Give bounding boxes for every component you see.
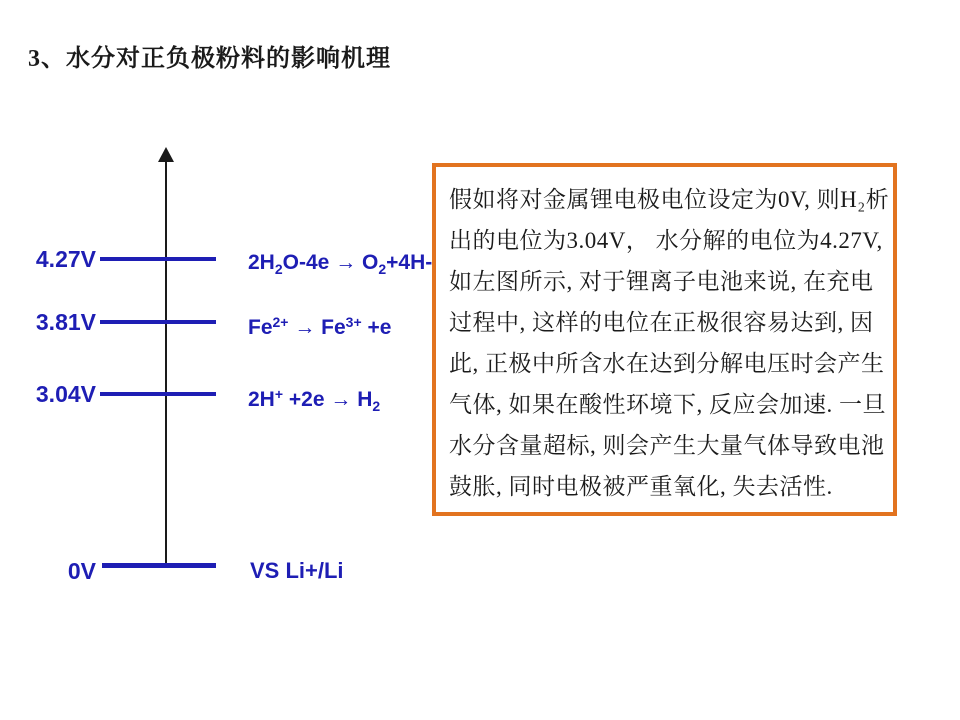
- formula-part: →: [335, 251, 363, 274]
- formula-part: 3+: [345, 314, 362, 330]
- voltage-label: 3.81V: [35, 309, 96, 335]
- level-line: [100, 320, 216, 324]
- axis-line: [165, 160, 167, 565]
- formula-part: +: [274, 386, 284, 402]
- formula-part: 2: [378, 261, 387, 277]
- formula-part: +2e: [283, 388, 331, 411]
- note-line: 如左图所示, 对于锂离子电池来说, 在充电: [449, 269, 874, 294]
- voltage-label: 4.27V: [35, 246, 96, 272]
- formula-part: +e: [361, 316, 392, 339]
- formula-part: 2+: [272, 314, 289, 330]
- formula-part: Fe: [248, 316, 273, 339]
- page-title: 3、水分对正负极粉料的影响机理: [28, 46, 391, 72]
- level-line: [100, 257, 216, 261]
- formula-part: →: [330, 388, 358, 411]
- formula-part: 2H: [248, 251, 275, 274]
- formula-part: 2: [372, 398, 381, 414]
- reaction-formula: [248, 314, 391, 340]
- reference-label: VS Li+/Li: [250, 558, 344, 583]
- note-text: [436, 167, 893, 507]
- note-line: 假如将对金属锂电极电位设定为0V, 则H₂析: [449, 187, 890, 212]
- note-line: 过程中, 这样的电位在正极很容易达到, 因: [449, 310, 874, 335]
- voltage-label: 3.04V: [35, 381, 96, 407]
- note-line: 出的电位为3.04V， 水分解的电位为4.27V,: [449, 228, 883, 253]
- formula-part: +4H-: [386, 251, 433, 274]
- note-line: 此, 正极中所含水在达到分解电压时会产生: [449, 351, 885, 376]
- formula-part: O: [362, 251, 379, 274]
- formula-part: 2: [274, 261, 283, 277]
- level-line: [100, 392, 216, 396]
- voltage-label: 0V: [67, 558, 96, 584]
- note-line: 鼓胀, 同时电极被严重氧化, 失去活性.: [449, 474, 833, 499]
- formula-part: O-4e: [282, 251, 336, 274]
- note-line: 气体, 如果在酸性环境下, 反应会加速. 一旦: [449, 392, 886, 417]
- formula-part: Fe: [321, 316, 346, 339]
- formula-part: H: [357, 388, 373, 411]
- reaction-formula: [248, 386, 380, 414]
- formula-part: 2H: [248, 388, 275, 411]
- level-line: [102, 563, 216, 568]
- note-box: [432, 163, 897, 516]
- note-line: 水分含量超标, 则会产生大量气体导致电池: [449, 433, 885, 458]
- reaction-formula: [248, 251, 432, 277]
- formula-part: →: [288, 316, 322, 339]
